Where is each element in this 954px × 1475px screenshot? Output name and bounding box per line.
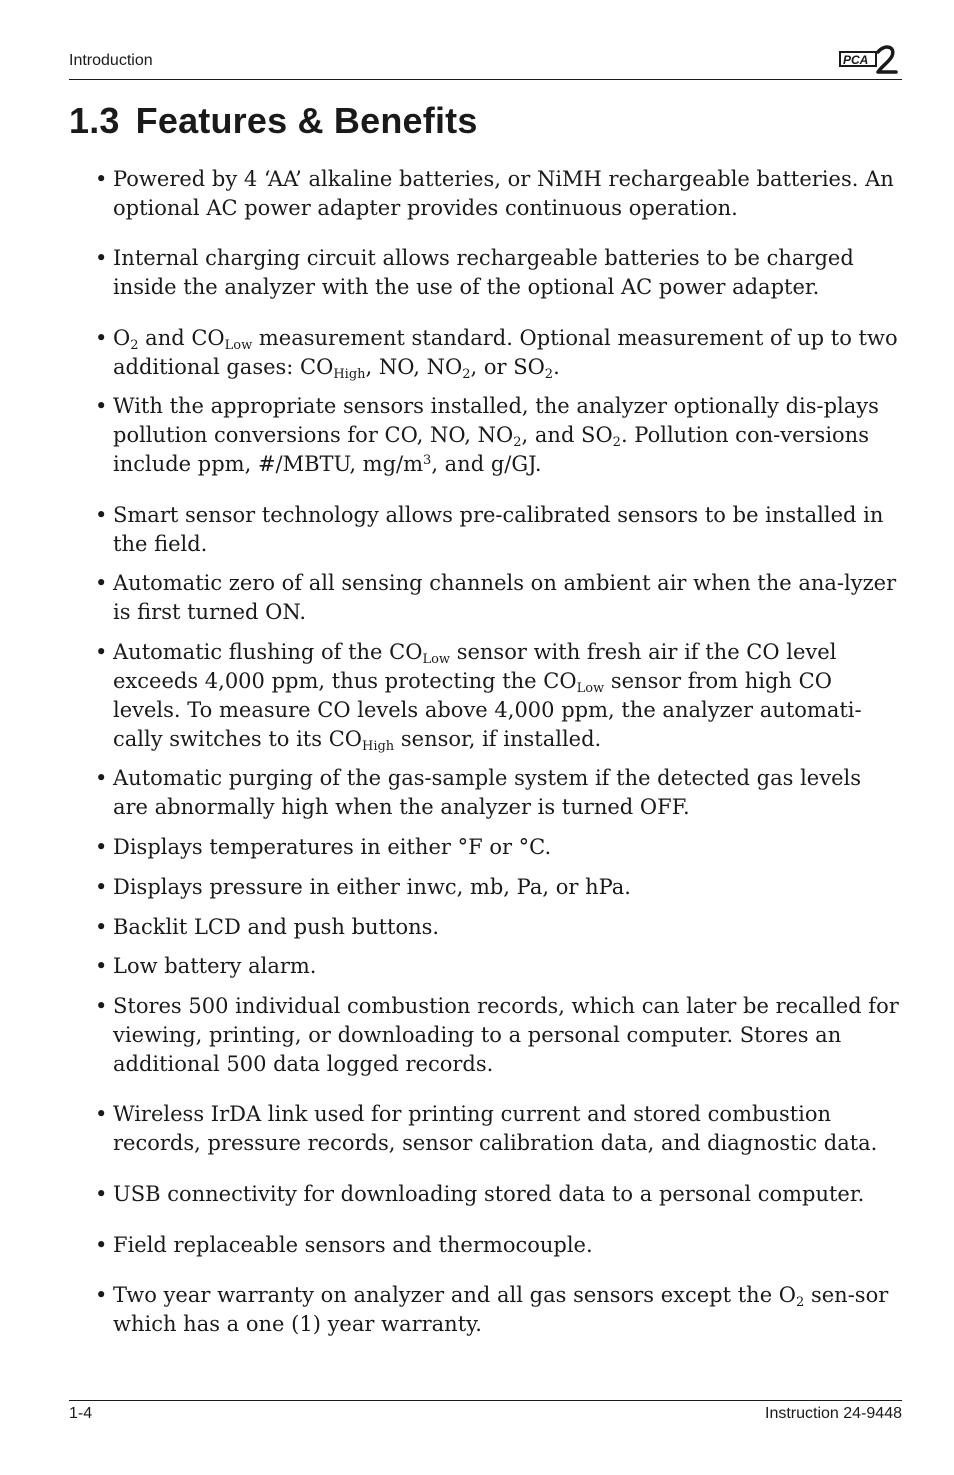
bullet: •	[95, 394, 108, 418]
list-item	[95, 1281, 901, 1339]
item-text: Automatic flushing of the CO	[113, 640, 423, 664]
subscript: Low	[224, 338, 253, 353]
footer-rule	[69, 1400, 902, 1401]
item-text: . Pollution con-versions include ppm, #/MBTU, mg/m	[113, 423, 869, 476]
item-text: Stores 500 individual combustion records, which can later be recalled for viewing, printing, or downloading to a personal computer. Stores an additional 500 data logged records.	[113, 994, 899, 1076]
list-item	[95, 638, 901, 754]
bullet: •	[95, 994, 108, 1018]
list-item	[95, 165, 901, 223]
page-header-section: Introduction	[69, 52, 153, 69]
subscript: 2	[513, 435, 522, 450]
list-item	[95, 833, 901, 862]
bullet: •	[95, 954, 108, 978]
section-title-text: Features & Benefits	[135, 100, 478, 141]
subscript: 2	[462, 367, 471, 382]
document-id: Instruction 24-9448	[765, 1405, 902, 1422]
header-rule	[69, 79, 902, 80]
item-text: sensor, if installed.	[394, 727, 602, 751]
item-text: Backlit LCD and push buttons.	[113, 915, 440, 939]
subscript: 2	[544, 367, 554, 382]
item-text: Powered by 4 ‘AA’ alkaline batteries, or NiMH rechargeable batteries. An optional AC power adapter provides continuous operation.	[113, 167, 894, 220]
item-text: USB connectivity for downloading stored data to a personal computer.	[113, 1182, 865, 1206]
bullet: •	[95, 167, 108, 191]
item-text: O	[113, 326, 131, 350]
subscript: Low	[422, 652, 451, 667]
svg-text:PCA: PCA	[843, 53, 869, 67]
item-text: and CO	[138, 326, 225, 350]
item-text: Wireless IrDA link used for printing current and stored combustion records, pressure records, sensor calibration data, and diagnostic data.	[113, 1102, 878, 1155]
subscript: Low	[576, 681, 605, 696]
bullet: •	[95, 766, 108, 790]
item-text: With the appropriate sensors installed, the analyzer optionally dis-plays pollution conversions for CO, NO, NO	[113, 394, 879, 447]
list-item	[95, 1231, 901, 1260]
bullet: •	[95, 915, 108, 939]
item-text: Displays pressure in either inwc, mb, Pa, or hPa.	[113, 875, 631, 899]
list-item	[95, 244, 901, 302]
bullet: •	[95, 640, 108, 664]
list-item	[95, 501, 901, 559]
item-text: Automatic purging of the gas-sample system if the detected gas levels are abnormally high when the analyzer is turned OFF.	[113, 766, 862, 819]
list-item	[95, 992, 901, 1079]
item-text: .	[553, 355, 560, 379]
bullet: •	[95, 326, 108, 350]
item-text: Automatic zero of all sensing channels on ambient air when the ana-lyzer is first turned ON.	[113, 571, 897, 624]
subscript: 2	[130, 338, 139, 353]
list-item	[95, 913, 901, 942]
bullet: •	[95, 503, 108, 527]
item-text: Smart sensor technology allows pre-calibrated sensors to be installed in the field.	[113, 503, 884, 556]
bullet: •	[95, 571, 108, 595]
subscript: High	[333, 367, 366, 382]
item-text: , and g/GJ.	[431, 452, 542, 476]
section-number: 1.3	[69, 100, 120, 141]
item-text: sensor with fresh air if the CO level exceeds 4,000 ppm, thus protecting the CO	[113, 640, 837, 693]
bullet: •	[95, 1182, 108, 1206]
item-text: , and SO	[521, 423, 613, 447]
item-text: Two year warranty on analyzer and all gas sensors except the O	[113, 1283, 797, 1307]
list-item	[95, 764, 901, 822]
list-item	[95, 1180, 901, 1209]
bullet: •	[95, 246, 108, 270]
item-text: , NO, NO	[365, 355, 463, 379]
list-item	[95, 1100, 901, 1158]
bullet: •	[95, 875, 108, 899]
item-text: Low battery alarm.	[113, 954, 317, 978]
pca2-logo	[838, 44, 902, 76]
list-item	[95, 952, 901, 981]
item-text: Field replaceable sensors and thermocouple.	[113, 1233, 593, 1257]
subscript: High	[361, 739, 395, 754]
bullet: •	[95, 1283, 108, 1307]
list-item	[95, 324, 901, 382]
item-text: sensor from high CO levels. To measure CO levels above 4,000 ppm, the analyzer automati-cally switches to its CO	[113, 669, 862, 751]
item-text: sen-sor which has a one (1) year warranty.	[113, 1283, 889, 1336]
section-title	[69, 100, 478, 142]
list-item	[95, 392, 901, 479]
item-text: Internal charging circuit allows rechargeable batteries to be charged inside the analyzer with the use of the optional AC power adapter.	[113, 246, 854, 299]
page-number: 1-4	[69, 1405, 93, 1422]
item-text: measurement standard. Optional measurement of up to two additional gases: CO	[113, 326, 898, 379]
list-item	[95, 569, 901, 627]
bullet: •	[95, 1102, 108, 1126]
bullet: •	[95, 835, 108, 859]
superscript: 3	[423, 453, 432, 468]
bullet: •	[95, 1233, 108, 1257]
list-item	[95, 873, 901, 902]
subscript: 2	[796, 1295, 805, 1310]
subscript: 2	[612, 435, 621, 450]
item-text: , or SO	[470, 355, 545, 379]
item-text: Displays temperatures in either °F or °C.	[113, 835, 552, 859]
